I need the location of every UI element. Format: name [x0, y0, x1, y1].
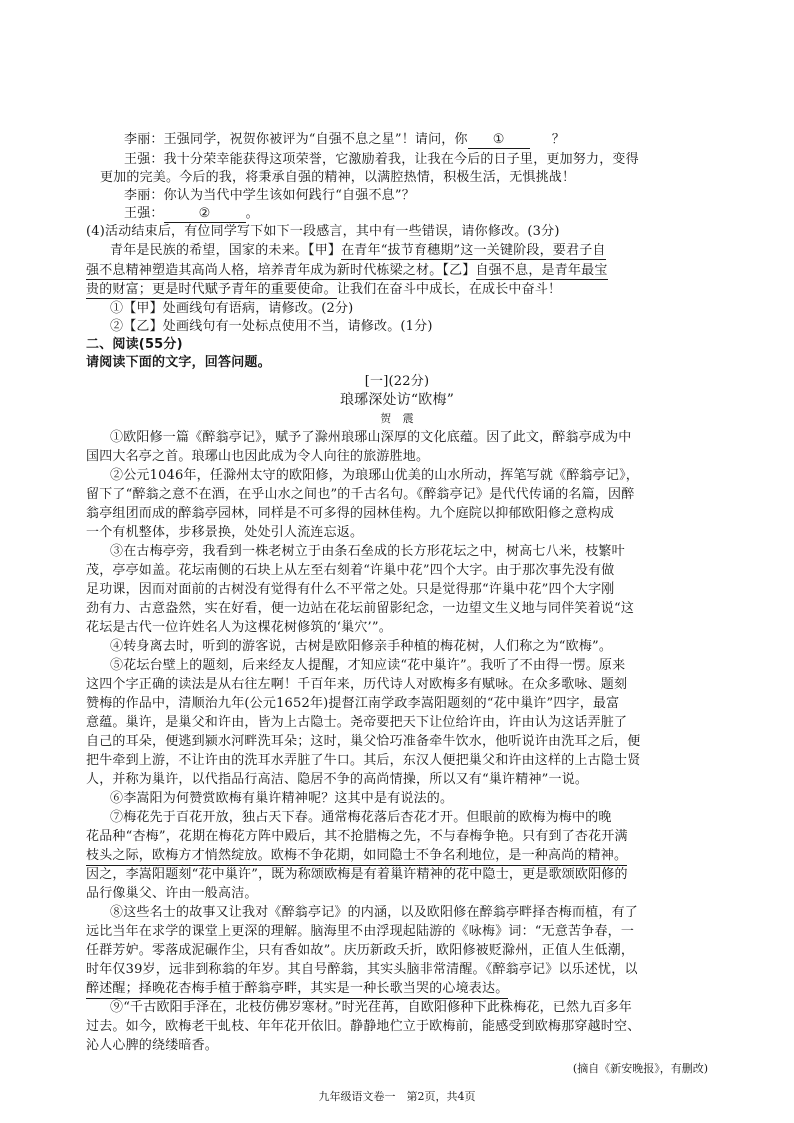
article-line: ③在古梅亭旁，我看到一株老树立于由条石垒成的长方形花坛之中，树高七八米，枝繁叶	[110, 544, 625, 559]
article-source: (摘自《新安晚报》，有删改)	[572, 1062, 708, 1075]
article-line: ②公元1046年，任滁州太守的欧阳修，为琅琊山优美的山水所动，挥笔写就《醉翁亭记》，	[110, 468, 639, 483]
question-4-heading: (4)活动结束后，有位同学写下如下一段感言，其中有一些错误，请你修改。(3分)	[86, 224, 560, 239]
blank-2-label: ②	[198, 206, 211, 221]
period: 。	[245, 206, 259, 221]
q4-passage-line-3	[86, 282, 561, 298]
answer-blank-1[interactable]	[468, 132, 530, 149]
section-2-title: 二、阅读(55分)	[86, 337, 183, 352]
article-line: 花品种“杏梅”，花期在梅花方阵中殿后，其不抢腊梅之先，不与春梅争艳。只有到了杏花开满	[86, 829, 628, 844]
q4-passage-line-2	[86, 263, 608, 279]
article-line: ⑦梅花先于百花开放，独占天下春。通常梅花落后杏花才开。但眼前的欧梅为梅中的晚	[110, 810, 612, 825]
article-line: 这四个字正确的读法是从右往左啊！千百年来，历代诗人对欧梅多有赋咏。在众多歌咏、题刻	[86, 677, 628, 692]
article-line: 留下了“醉翁之意不在酒，在乎山水之间也”的千古名句。《醉翁亭记》是代代传诵的名篇，因醉	[86, 487, 635, 502]
article-line: 赞梅的作品中，清顺治九年(公元1652年)提督江南学政李嵩阳题刻的“花中巢许”四字，最富	[86, 696, 620, 711]
q4-subquestion-1: ①【甲】处画线句有语病，请修改。(2分)	[110, 301, 354, 316]
article-line: 足功课，因而对面前的古树没有觉得有什么不平常之处。只是觉得那“许巢中花”四个大字刚	[86, 582, 615, 597]
article-line: 茂，亭亭如盖。花坛南侧的石块上从左至右刻着“许巢中花”四个大字。由于那次事先没有做	[86, 563, 615, 578]
article-line: ④转身离去时，听到的游客说，古树是欧阳修亲手种植的梅花树，人们称之为“欧梅”。	[110, 639, 613, 654]
article-line: 沁人心脾的绕缕暗香。	[86, 1038, 219, 1053]
q4-underlined-jia-1: 在青年“拔节育穗期”这一关键阶段，要君子自	[341, 243, 606, 258]
article-line: 国四大名亭之首。琅琊山也因此成为令人向往的旅游胜地。	[86, 449, 430, 464]
article-part-label: [一](22分)	[364, 374, 430, 389]
article-line: 时年仅39岁，远非到称翁的年岁。其自号醉翁，其实头脑非常清醒。《醉翁亭记》以乐述忧，以	[86, 962, 638, 977]
blank-1-label: ①	[492, 132, 505, 147]
dialogue-line-3: 更加的完美。今后的我，将秉承自强的精神，以满腔热情，积极生活，无惧挑战！	[100, 170, 576, 185]
article-line: 一个有机整体，步移景换，处处引人流连忘返。	[86, 525, 364, 540]
article-line: 意蕴。巢许，是巢父和许由，皆为上古隐士。尧帝要把天下让位给许由，许由认为这话弄脏了	[86, 715, 628, 730]
article-line: 品行像巢父、许由一般高洁。	[86, 886, 258, 901]
article-line-underlined: 枝头之际，欧梅方才悄然绽放。欧梅不争花期，如同隐士不争名利地位，是一种高尚的精神。	[86, 848, 627, 866]
article-line: ⑤花坛台壁上的题刻，后来经友人提醒，才知应读“花中巢许”。我听了不由得一愣。原来	[110, 658, 626, 673]
article-line: ⑨“千古欧阳手泽在，北枝仿佛岁寒材。”时光荏苒，自欧阳修种下此株梅花，已然九百多年	[110, 1000, 632, 1015]
question-mark: ？	[551, 132, 565, 147]
q4-text-jia: 青年是民族的希望，国家的未来。【甲】	[110, 243, 342, 258]
dialogue-wang-answer: 王强：	[124, 206, 164, 221]
article-line: ⑥李嵩阳为何赞赏欧梅有巢许精神呢？这其中是有说法的。	[110, 791, 454, 806]
article-line: ⑧这些名士的故事又让我对《醉翁亭记》的内涵，以及欧阳修在醉翁亭畔择杏梅而植，有了	[110, 905, 639, 920]
dialogue-line-4: 李丽：你认为当代中学生该如何践行“自强不息”？	[124, 188, 415, 203]
article-line: 自己的耳朵，便逃到颍水河畔洗耳朵；这时，巢父恰巧准备牵牛饮水，他听说许由洗耳之后，便	[86, 734, 641, 749]
article-line: 把牛牵到上游，不让许由的洗耳水弄脏了牛口。其后，东汉人便把巢父和许由这样的上古隐士贤	[86, 753, 641, 768]
dialogue-line-1	[124, 132, 565, 149]
article-line: ①欧阳修一篇《醉翁亭记》，赋予了滁州琅琊山深厚的文化底蕴。因了此文，醉翁亭成为中	[110, 430, 632, 445]
q4-underlined-jia-2: 强不息精神塑造其高尚人格，培养青年成为新时代栋梁之材。	[86, 263, 443, 278]
article-line: 任群芳妒。零落成泥碾作尘，只有香如故”。庆历新政夭折，欧阳修被贬滁州，正值人生低潮，	[86, 943, 635, 958]
article-author: 贺 震	[380, 412, 414, 425]
dialogue-line-2: 王强：我十分荣幸能获得这项荣誉，它激励着我，让我在今后的日子里，更加努力，变得	[124, 152, 639, 167]
article-line: 过去。如今，欧梅老干虬枝、年年花开依旧。静静地伫立于欧梅前，能感受到欧梅那穿越时空、	[86, 1019, 641, 1034]
q4-subquestion-2: ②【乙】处画线句有一处标点使用不当，请修改。(1分)	[110, 319, 433, 334]
q4-passage-line-1	[110, 243, 606, 259]
article-line: 劲有力、古意盎然，实在好看，便一边站在花坛前留影纪念，一边望文生义地与同伴笑着说“这	[86, 601, 635, 616]
answer-blank-2[interactable]	[164, 206, 246, 223]
q4-underlined-yi-1: 自强不息，是青年最宝	[475, 263, 608, 278]
dialogue-line-5	[124, 206, 259, 223]
article-line: 远比当年在求学的课堂上更深的理解。脑海里不由浮现起陆游的《咏梅》词：“无意苦争春，一	[86, 924, 635, 939]
q4-text-yi: 【乙】	[442, 263, 476, 278]
article-line: 人，并称为巢许，以代指品行高洁、隐居不争的高尚情操，所以又有“巢许精神”一说。	[86, 772, 589, 787]
q4-underlined-yi-2: 贵的财富；更是时代赋予青年的重要使命。	[86, 282, 337, 297]
dialogue-li-question: 李丽：王强同学，祝贺你被评为“自强不息之星”！请问，你	[124, 132, 468, 147]
article-line-underlined: 醉述醒；择晚花杏梅手植于醉翁亭畔，其实是一种长歌当哭的心境表达。	[86, 981, 508, 999]
article-line: 因之，李嵩阳题刻“花中巢许”，既为称颂欧梅是有着巢许精神的花中隐士，更是歌颂欧阳修的	[86, 867, 628, 882]
article-title: 琅琊深处访“欧梅”	[339, 392, 455, 408]
q4-text-end: 让我们在奋斗中成长，在成长中奋斗！	[336, 282, 562, 297]
article-line: 花坛是古代一位许姓名人为这棵花树修筑的‘巢穴’”。	[86, 620, 392, 635]
page-footer: 九年级语文卷一 第2页，共4页	[318, 1090, 476, 1103]
section-2-instruction: 请阅读下面的文字，回答问题。	[86, 355, 271, 370]
article-line: 翁亭组团而成的醉翁亭园林，同样是不可多得的园林佳构。九个庭院以抑郁欧阳修之意构成	[86, 506, 615, 521]
